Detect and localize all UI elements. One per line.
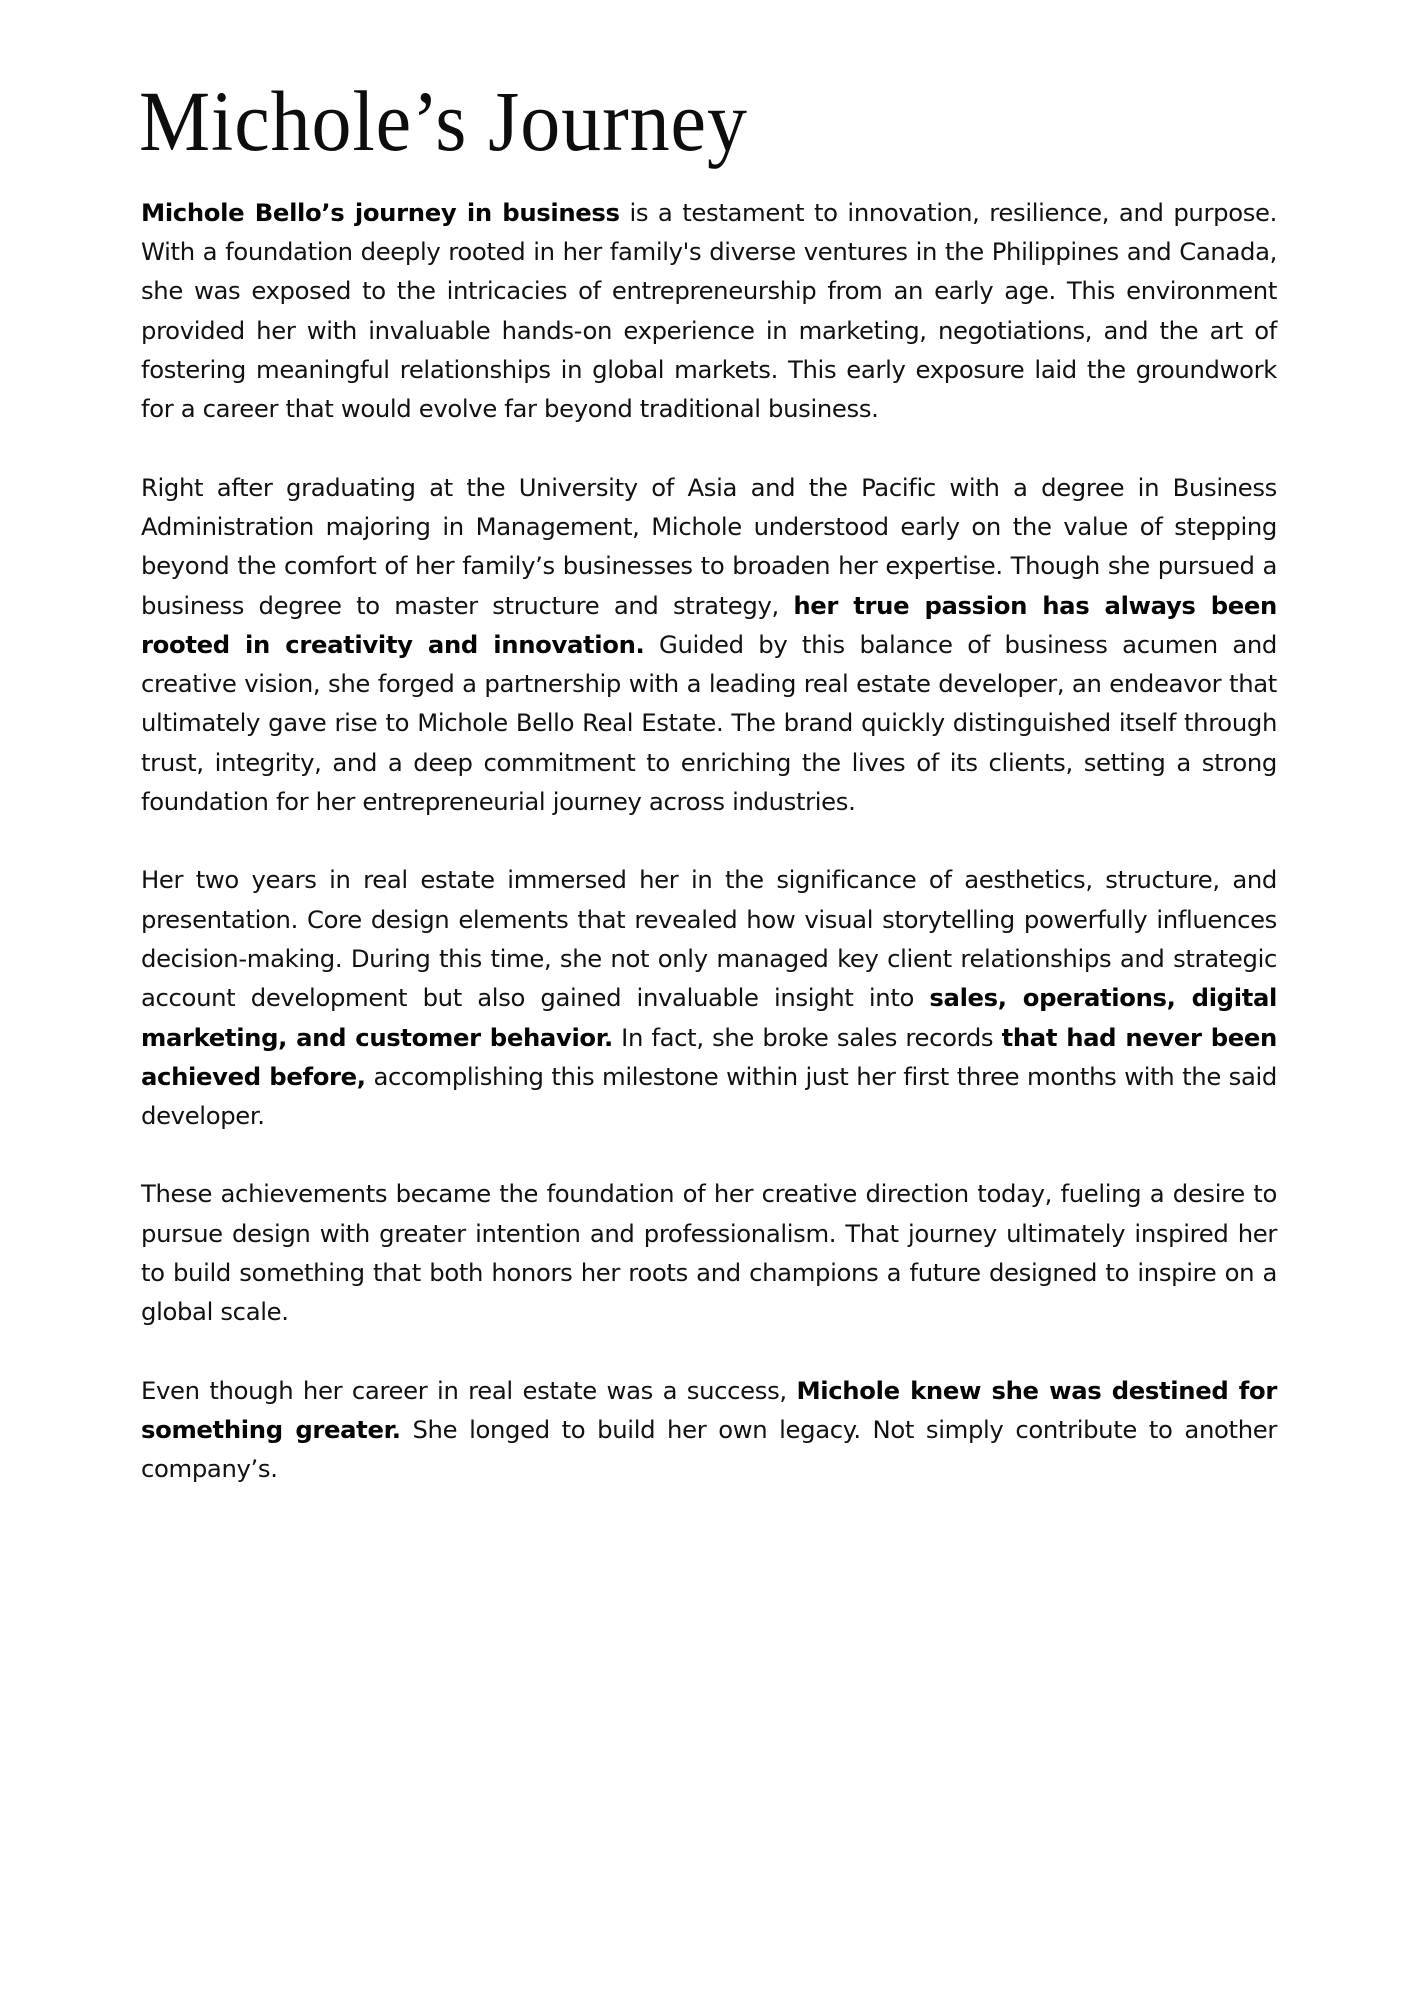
text-run: Guided by this balance of business acumen and creative vision, she forged a partnership with a leading real estate developer, an endeavor that ultimately gave rise to Michole Bello Real Estate. The brand quickly distinguished itself through trust, integrity, and a deep commitment to enriching the lives of its clients, setting a strong foundation for her entrepreneurial journey across industries. [141, 629, 1277, 817]
text-run: is a testament to innovation, resilience, and purpose. With a foundation deeply rooted in her family's diverse ventures in the Philippines and Canada, she was exposed to the intricacies of entrepreneurship from an early age. This environment provided her with invaluable hands-on experience in marketing, negotiations, and the art of fostering meaningful relationships in global markets. This early exposure laid the groundwork for a career that would evolve far beyond traditional business. [141, 197, 1277, 424]
document-page [141, 72, 1277, 1528]
page-title: Michole’s Journey [139, 73, 748, 169]
bold-text-run: Michole knew she was destined for something greater. [141, 1375, 1278, 1444]
paragraph-intro [141, 193, 1277, 429]
text-run: accomplishing this milestone within just her first three months with the said developer. [141, 1061, 1277, 1131]
text-run: Her two years in real estate immersed her in the significance of aesthetics, structure, and presentation. Core design elements that revealed how visual storytelling powerfully influences decision-making. During this time, she not only managed key client relationships and strategic account development but also gained invaluable insight into [141, 865, 1277, 1013]
text-run: Even though her career in real estate was a success, [141, 1375, 797, 1405]
paragraph-legacy [141, 1371, 1277, 1489]
bold-text-run: Michole Bello’s journey in business [141, 197, 620, 227]
bold-text-run: that had never been achieved before, [141, 1022, 1277, 1091]
text-run: These achievements became the foundation of her creative direction today, fueling a desire to pursue design with greater intention and professionalism. That journey ultimately inspired her to build something that both honors her roots and champions a future designed to inspire on a global scale. [141, 1179, 1277, 1327]
text-run: In fact, she broke sales records [612, 1022, 1002, 1052]
bold-text-run: sales, operations, digital marketing, and customer behavior. [141, 983, 1277, 1052]
text-run: Right after graduating at the University of Asia and the Pacific with a degree in Business Administration majoring in Management, Michole understood early on the value of stepping beyond the comfort of her family’s businesses to broaden her expertise. Though she pursued a business degree to master structure and strategy, [141, 472, 1277, 620]
bold-text-run: her true passion has always been rooted in creativity and innovation. [141, 590, 1277, 659]
paragraph-creative-direction [141, 1174, 1277, 1331]
paragraph-education-real-estate [141, 468, 1277, 822]
text-run: She longed to build her own legacy. Not simply contribute to another company’s. [141, 1414, 1277, 1484]
paragraph-real-estate-years [141, 860, 1277, 1135]
